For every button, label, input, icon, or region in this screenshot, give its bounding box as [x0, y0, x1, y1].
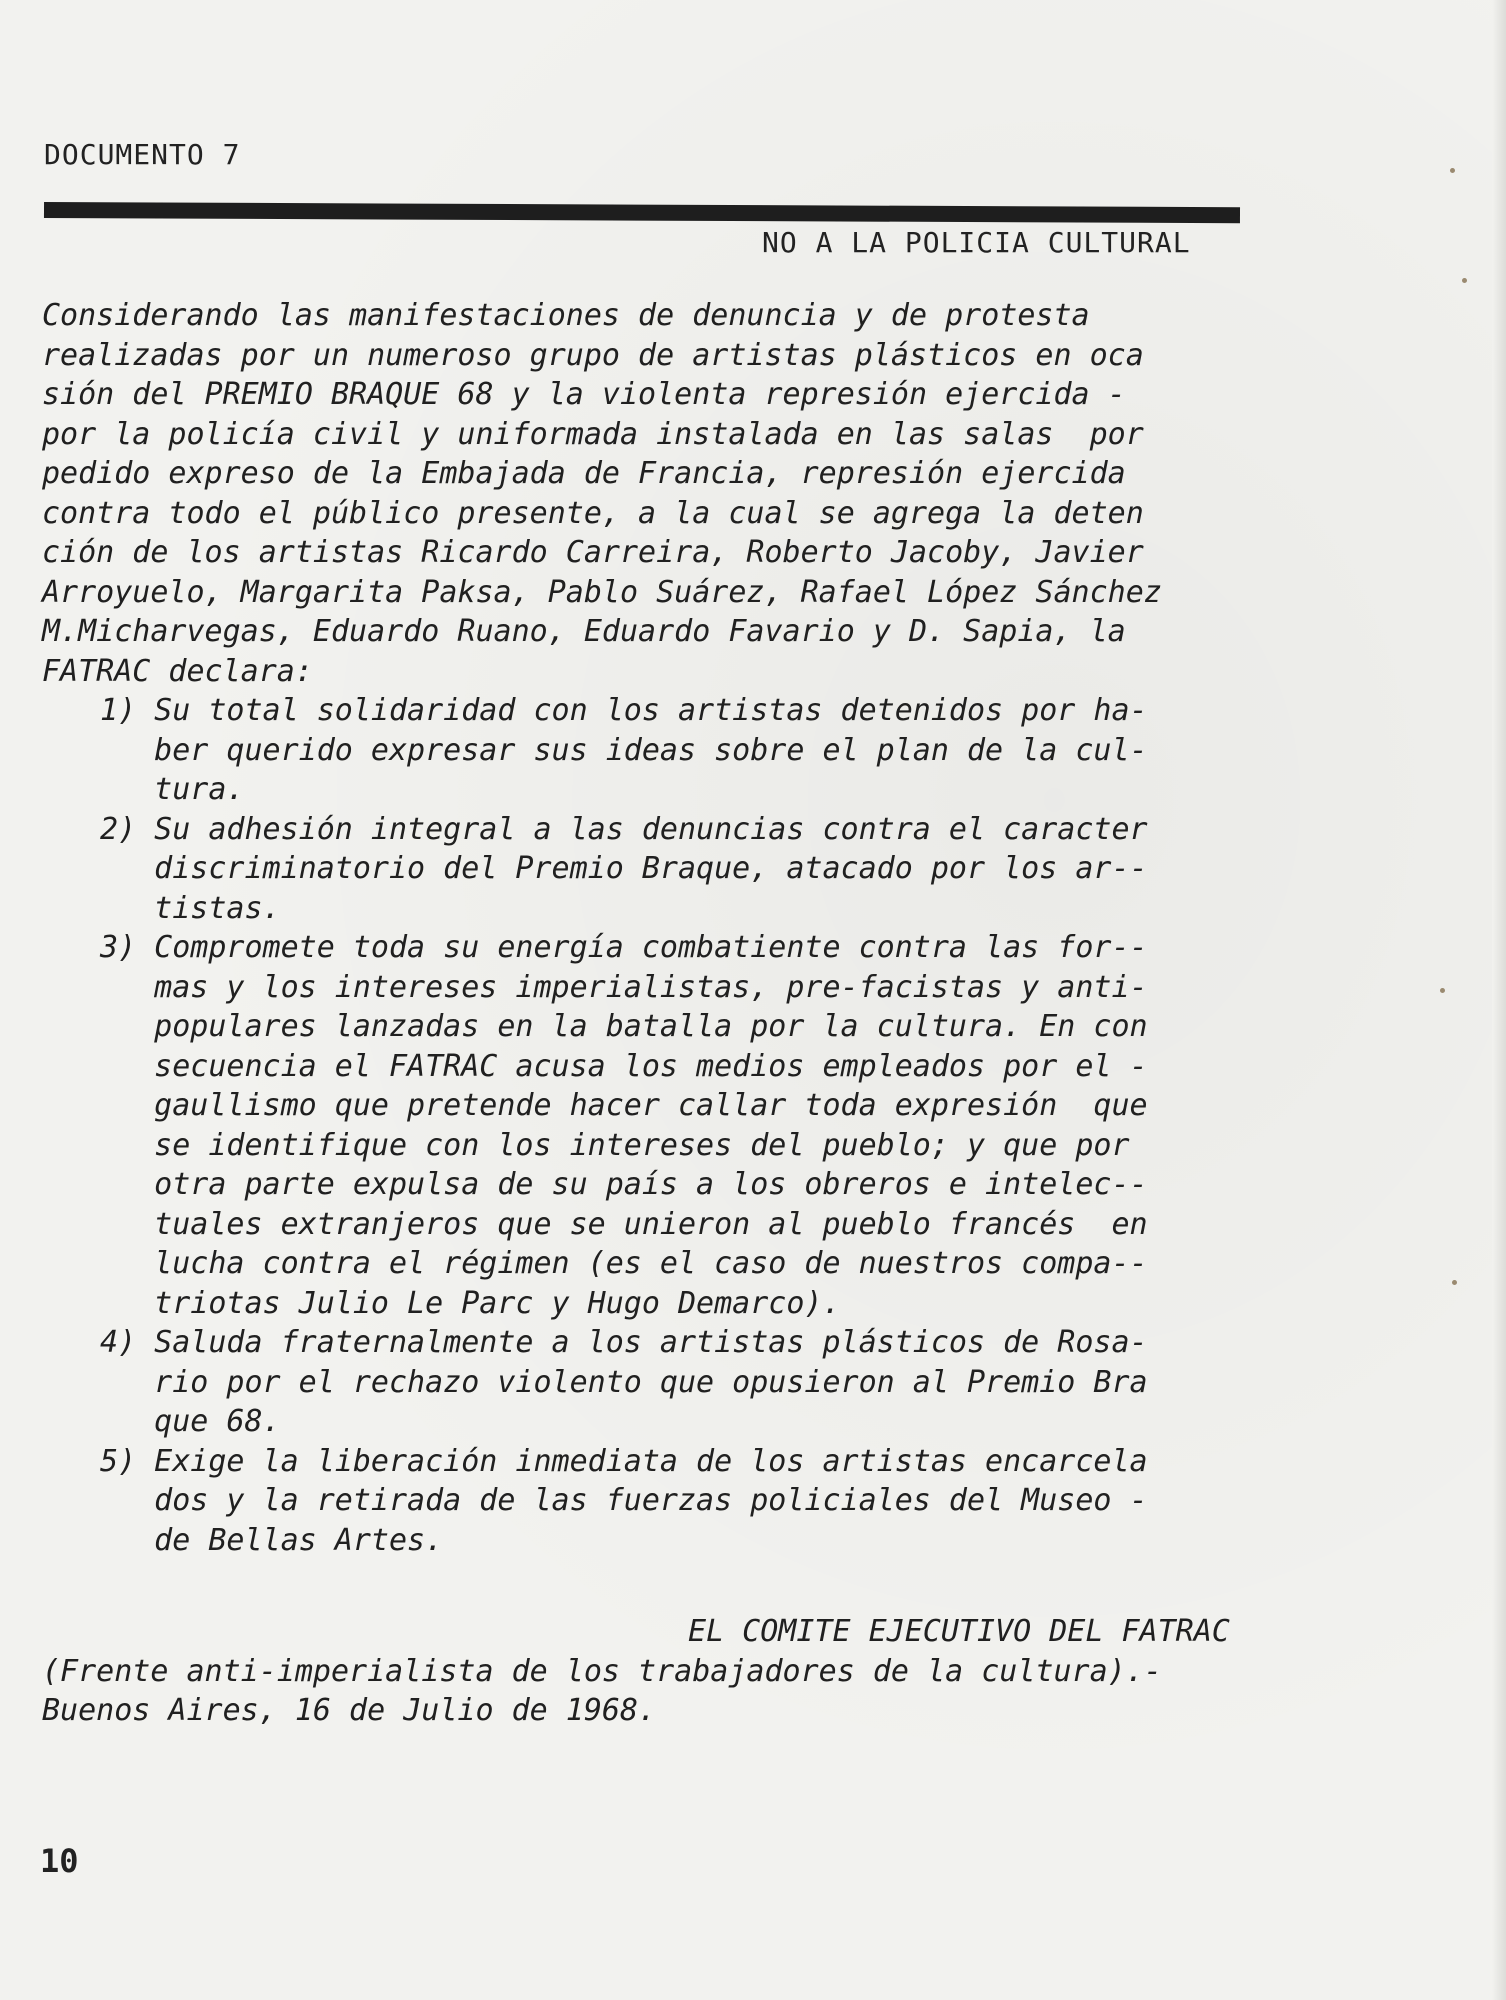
- point-line: rio por el rechazo violento que opusieron al Premio Bra: [100, 1364, 1148, 1400]
- point-line: secuencia el FATRAC acusa los medios empleados por el -: [100, 1048, 1148, 1084]
- point-line: 5) Exige la liberación inmediata de los artistas encarcela: [100, 1443, 1148, 1479]
- point-line: 3) Compromete toda su energía combatiente contra las for--: [100, 930, 1148, 965]
- title-rule: [44, 202, 1240, 223]
- intro-line: ción de los artistas Ricardo Carreira, Roberto Jacoby, Javier: [42, 535, 1144, 570]
- intro-paragraph: [42, 296, 1282, 691]
- committee-name: EL COMITE EJECUTIVO DEL FATRAC: [688, 1614, 1230, 1649]
- declaration-point-3: [100, 928, 1282, 1323]
- point-line: ber querido expresar sus ideas sobre el plan de la cul-: [100, 732, 1148, 768]
- intro-line: Considerando las manifestaciones de denuncia y de protesta: [42, 298, 1090, 333]
- place-and-date: Buenos Aires, 16 de Julio de 1968.: [42, 1693, 657, 1728]
- intro-line: sión del PREMIO BRAQUE 68 y la violenta represión ejercida -: [42, 377, 1126, 412]
- point-line: otra parte expulsa de su país a los obreros e intelec--: [100, 1167, 1148, 1202]
- point-line: triotas Julio Le Parc y Hugo Demarco).: [100, 1285, 841, 1321]
- declaration-point-5: [100, 1442, 1282, 1561]
- point-line: tistas.: [100, 890, 281, 926]
- point-line: tura.: [100, 772, 245, 807]
- point-line: gaullismo que pretende hacer callar toda expresión que: [100, 1088, 1148, 1123]
- point-line: de Bellas Artes.: [100, 1522, 444, 1558]
- intro-line: pedido expreso de la Embajada de Francia, represión ejercida: [42, 456, 1126, 491]
- section-title: NO A LA POLICIA CULTURAL: [762, 226, 1191, 259]
- page-edge-shadow: [1492, 0, 1506, 2000]
- point-line: 2) Su adhesión integral a las denuncias contra el caracter: [100, 811, 1148, 847]
- point-line: 4) Saluda fraternalmente a los artistas plásticos de Rosa-: [100, 1325, 1148, 1360]
- point-line: se identifique con los intereses del pueblo; y que por: [100, 1127, 1130, 1163]
- paper-speck: [1440, 988, 1445, 993]
- point-line: populares lanzadas en la batalla por la cultura. En con: [100, 1009, 1148, 1044]
- declaration-body: [42, 296, 1282, 1560]
- declaration-point-4: [100, 1323, 1282, 1442]
- paper-speck: [1450, 168, 1455, 173]
- point-line: tuales extranjeros que se unieron al pueblo francés en: [100, 1206, 1148, 1242]
- paper-speck: [1462, 278, 1467, 283]
- intro-line: contra todo el público presente, a la cual se agrega la deten: [42, 495, 1144, 531]
- intro-line: Arroyuelo, Margarita Paksa, Pablo Suárez, Rafael López Sánchez: [42, 574, 1162, 610]
- front-full-name: (Frente anti-imperialista de los trabajadores de la cultura).-: [42, 1653, 1162, 1689]
- declaration-point-2: [100, 810, 1282, 929]
- intro-line: FATRAC declara:: [42, 653, 313, 689]
- declaration-point-1: [100, 691, 1282, 810]
- document-label: DOCUMENTO 7: [44, 138, 241, 171]
- intro-line: por la policía civil y uniformada instalada en las salas por: [42, 416, 1144, 452]
- point-line: mas y los intereses imperialistas, pre-facistas y anti-: [100, 969, 1148, 1005]
- paper-speck: [1452, 1280, 1457, 1285]
- point-line: lucha contra el régimen (es el caso de nuestros compa--: [100, 1246, 1148, 1281]
- intro-line: realizadas por un numeroso grupo de artistas plásticos en oca: [42, 337, 1144, 373]
- point-line: 1) Su total solidaridad con los artistas detenidos por ha-: [100, 693, 1148, 728]
- point-line: dos y la retirada de las fuerzas policiales del Museo -: [100, 1483, 1148, 1518]
- point-line: que 68.: [100, 1404, 281, 1439]
- signature-block: [42, 1612, 1282, 1731]
- intro-line: M.Micharvegas, Eduardo Ruano, Eduardo Favario y D. Sapia, la: [42, 614, 1126, 649]
- point-line: discriminatorio del Premio Braque, atacado por los ar--: [100, 851, 1148, 886]
- page-number: 10: [40, 1842, 79, 1880]
